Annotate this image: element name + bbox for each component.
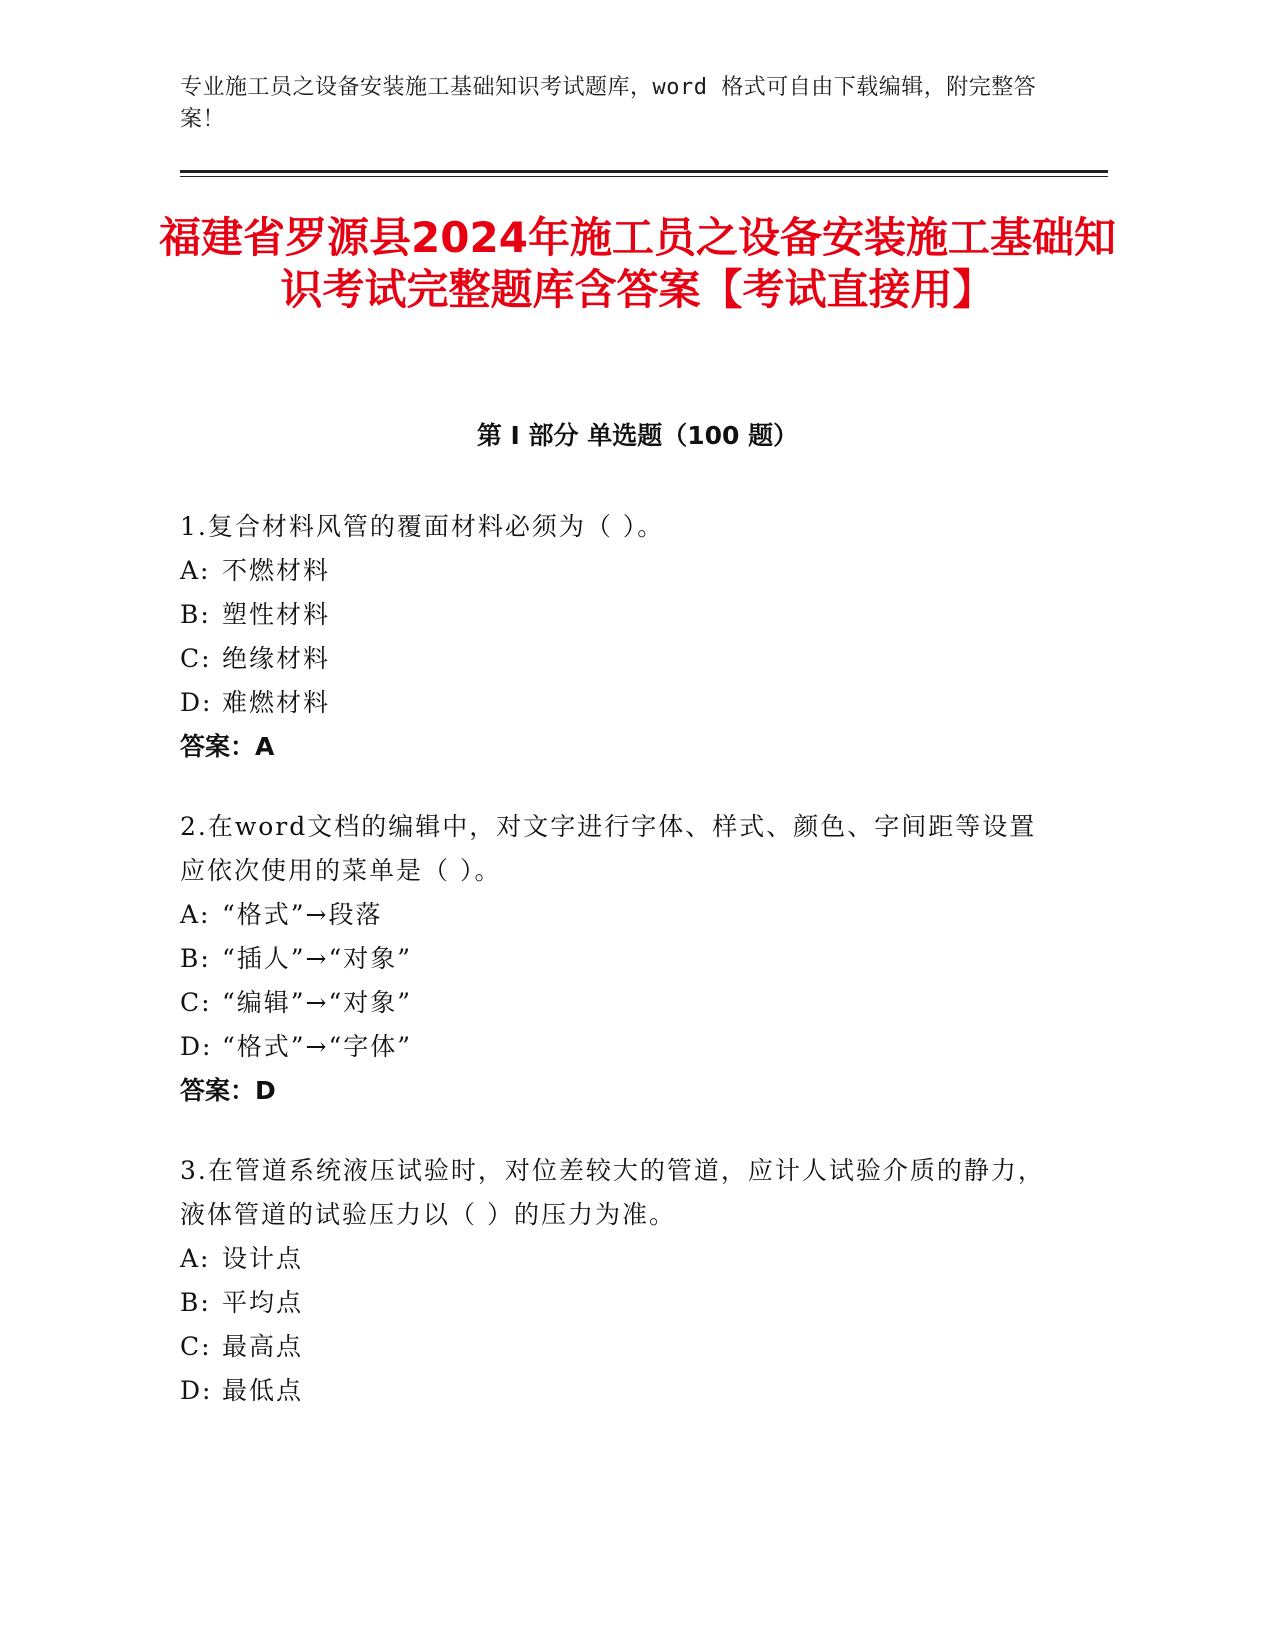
header-divider-thin: [180, 176, 1108, 177]
option-c: [180, 637, 1050, 681]
option-text: 平均点: [222, 1288, 304, 1317]
answer-value: D: [255, 1076, 276, 1105]
option-a: [180, 893, 1050, 937]
option-key: A:: [180, 556, 211, 585]
option-key: D:: [180, 1032, 213, 1061]
option-c: [180, 1325, 1050, 1369]
option-d: [180, 1025, 1050, 1069]
answer-prefix: 答案：: [180, 1076, 256, 1105]
option-b: [180, 1281, 1050, 1325]
question-list: [180, 505, 1050, 1449]
question-2: [180, 805, 1050, 1113]
option-text: 绝缘材料: [222, 644, 331, 673]
option-key: D:: [180, 688, 213, 717]
option-c: [180, 981, 1050, 1025]
option-text: 最低点: [222, 1376, 304, 1405]
question-stem: 3.在管道系统液压试验时，对位差较大的管道，应计人试验介质的静力，液体管道的试验压力以（ ）的压力为准。: [180, 1156, 1045, 1229]
question-3: [180, 1149, 1050, 1413]
section-title: 第 I 部分 单选题（100 题）: [476, 421, 799, 450]
header-divider-thick: [180, 170, 1108, 173]
answer-prefix: 答案：: [180, 732, 256, 761]
option-key: C:: [180, 988, 212, 1017]
option-text: 难燃材料: [222, 688, 331, 717]
header-note: 专业施工员之设备安装施工基础知识考试题库，word 格式可自由下载编辑，附完整答案！: [180, 75, 1037, 132]
option-d: [180, 1369, 1050, 1413]
option-text: “编辑”→“对象”: [222, 988, 413, 1017]
option-b: [180, 593, 1050, 637]
option-text: “格式”→“字体”: [222, 1032, 413, 1061]
option-text: “插人”→“对象”: [222, 944, 413, 973]
option-key: A:: [180, 1244, 211, 1273]
option-key: C:: [180, 1332, 212, 1361]
option-key: B:: [180, 944, 211, 973]
question-1: [180, 505, 1050, 769]
option-a: [180, 549, 1050, 593]
option-text: 不燃材料: [222, 556, 331, 585]
answer-value: A: [255, 732, 275, 761]
answer-line: [180, 1069, 1050, 1113]
option-key: A:: [180, 900, 211, 929]
answer-line: [180, 725, 1050, 769]
option-text: “格式”→段落: [222, 900, 383, 929]
option-key: B:: [180, 1288, 211, 1317]
option-key: D:: [180, 1376, 213, 1405]
document-title: 福建省罗源县2024年施工员之设备安装施工基础知识考试完整题库含答案【考试直接用】: [159, 213, 1116, 314]
option-key: C:: [180, 644, 212, 673]
option-b: [180, 937, 1050, 981]
option-text: 塑性材料: [222, 600, 331, 629]
question-stem: 2.在word文档的编辑中，对文字进行字体、样式、颜色、字间距等设置应依次使用的菜单是（ ）。: [180, 812, 1037, 885]
option-text: 设计点: [222, 1244, 304, 1273]
option-a: [180, 1237, 1050, 1281]
question-stem: 1.复合材料风管的覆面材料必须为（ ）。: [180, 512, 665, 541]
option-key: B:: [180, 600, 211, 629]
option-d: [180, 681, 1050, 725]
option-text: 最高点: [222, 1332, 304, 1361]
